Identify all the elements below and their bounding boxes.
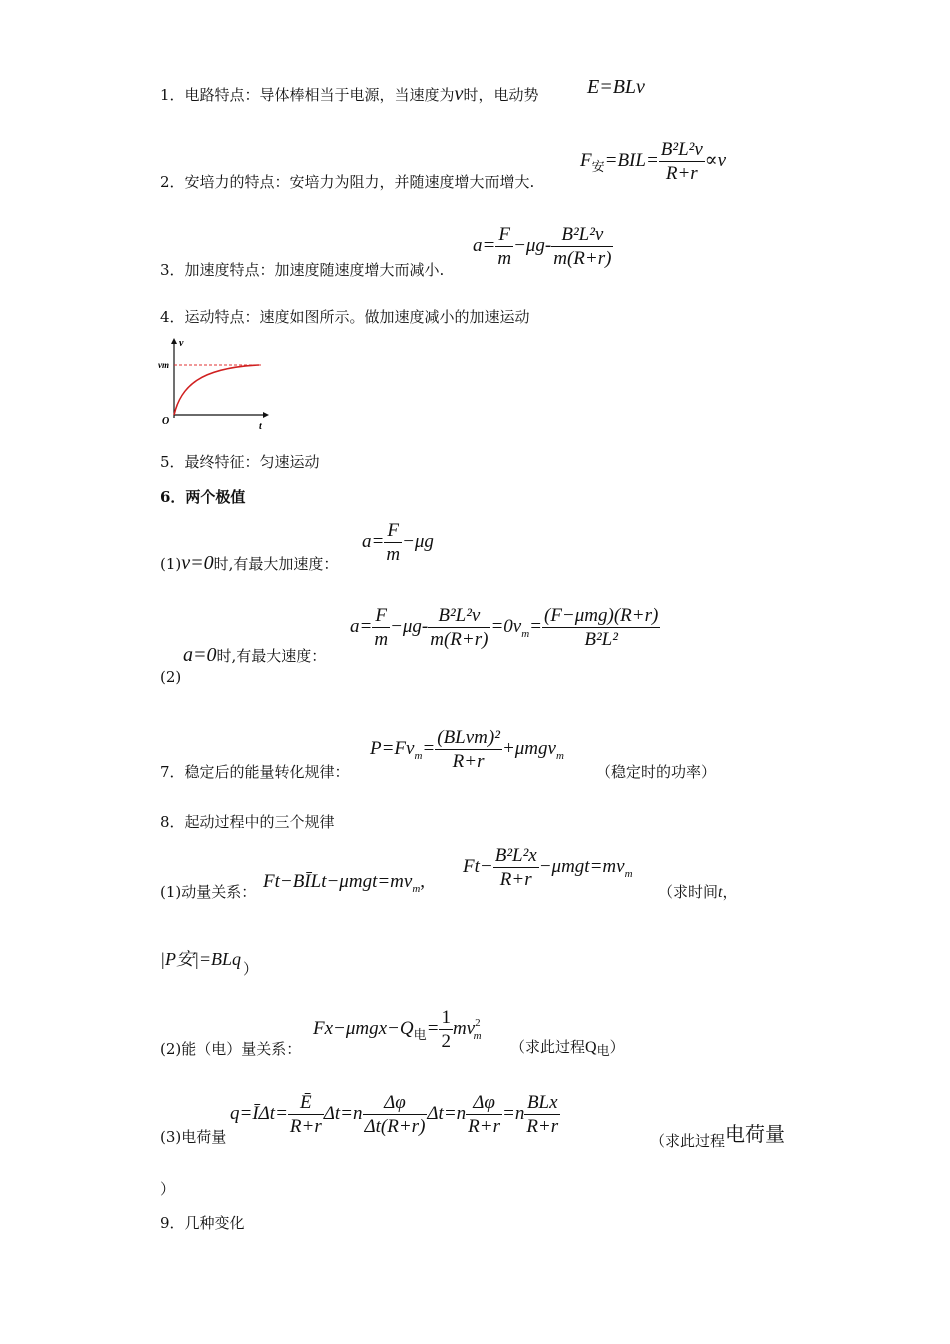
origin-label: O (162, 416, 170, 427)
t-axis-arrow (263, 412, 269, 418)
item-8c-formula: q=ĪΔt= $\frac{Ē}{R+r}$ Δt=n $\frac{\Delta\varphi}{\Delta t(R+r)}$ Δt=n $\frac{\Delta\varphi}{R+r}$ =n $\frac{\text{BLx}}{R+r}$ (230, 1092, 559, 1137)
item-8c-note: （求此过程电荷量 (650, 1122, 786, 1150)
item-8a-note: （求时间t， (658, 883, 738, 901)
item-7-note: （稳定时的功率） (596, 763, 717, 781)
item-2-formula: $F_安=BIL=$ $\frac{\text{B²L²v}}{R+r}$ ∝v (580, 139, 727, 184)
vm-label: vm (158, 360, 169, 370)
item-1-mid: 时，电动势 (463, 86, 539, 104)
item-6a-text: (1)v=0时,有最大加速度： (160, 552, 339, 574)
item-6-heading: 6．两个极值 (160, 488, 246, 506)
item-8b-formula: $Fx-\mu mgx-Q_电=$ $\frac{1}{2}$ $mv^2_m$ (313, 1007, 482, 1052)
item-3-formula: a= $\frac{F}{m}$ −μg- $\frac{\text{B²L²v}}{m(R+r)}$ (473, 224, 612, 269)
item-8b-note: （求此过程Q电） (510, 1038, 625, 1059)
item-1-text (160, 84, 538, 104)
item-8a-formula-2: Ft− $\frac{\text{B²L²x}}{R+r}$ $-\mu mgt=mv_m$ (463, 845, 633, 890)
item-1-formula: E=BLv (587, 76, 645, 98)
item-6a-formula: a= $\frac{F}{m}$ −μg (362, 520, 434, 565)
v-axis-arrow (171, 338, 177, 344)
item-7-text: 7．稳定后的能量转化规律： (160, 763, 350, 781)
item-8c-close: ） (160, 1180, 176, 1198)
item-6b-text: a=0时,有最大速度： (183, 644, 327, 666)
item-9-text: 9．几种变化 (160, 1214, 245, 1232)
item-2-text: 2．安培力的特点：安培力为阻力，并随速度增大而增大. (160, 173, 535, 191)
item-8a-text: (1)动量关系： (160, 883, 257, 901)
item-6b-formula: a= $\frac{F}{m}$ −μg- $\frac{\text{B²L²v}}{m(R+r)}$ $=0v_m=$ $\frac{\text{(F−μmg)(R+r)}}{\text{B²L²}}$ (350, 605, 659, 650)
item-8a-formula-1: $Ft-BĪLt-\mu mgt=mv_m$, (263, 871, 426, 895)
item-6b-prefix: (2) (160, 668, 182, 686)
item-8a-formula-3: |P安|=BLq (160, 949, 242, 969)
item-7-formula: $P=Fv_m=$ $\frac{\text{(BLvm)²}}{R+r}$ +μmgv$_m$ (370, 727, 564, 772)
item-1-var: v (454, 83, 464, 105)
velocity-curve (174, 365, 259, 415)
item-8c-text: (3)电荷量 (160, 1128, 227, 1146)
item-2-fraction: $\frac{\text{B²L²v}}{R+r}$ (660, 139, 703, 184)
item-8a-close: ） (243, 960, 259, 978)
item-5-text: 5．最终特征：匀速运动 (160, 453, 320, 471)
item-4-text: 4．运动特点：速度如图所示。做加速度减小的加速运动 (160, 308, 530, 326)
v-axis-label: v (179, 338, 184, 349)
velocity-time-graph (155, 336, 275, 432)
item-1-label: 1．电路特点：导体棒相当于电源，当速度为 (160, 86, 455, 104)
item-3-text: 3．加速度特点：加速度随速度增大而减小. (160, 261, 445, 279)
t-axis-label: t (259, 421, 262, 432)
item-8-text: 8．起动过程中的三个规律 (160, 813, 335, 831)
item-8b-text: (2)能（电）量关系： (160, 1040, 302, 1058)
